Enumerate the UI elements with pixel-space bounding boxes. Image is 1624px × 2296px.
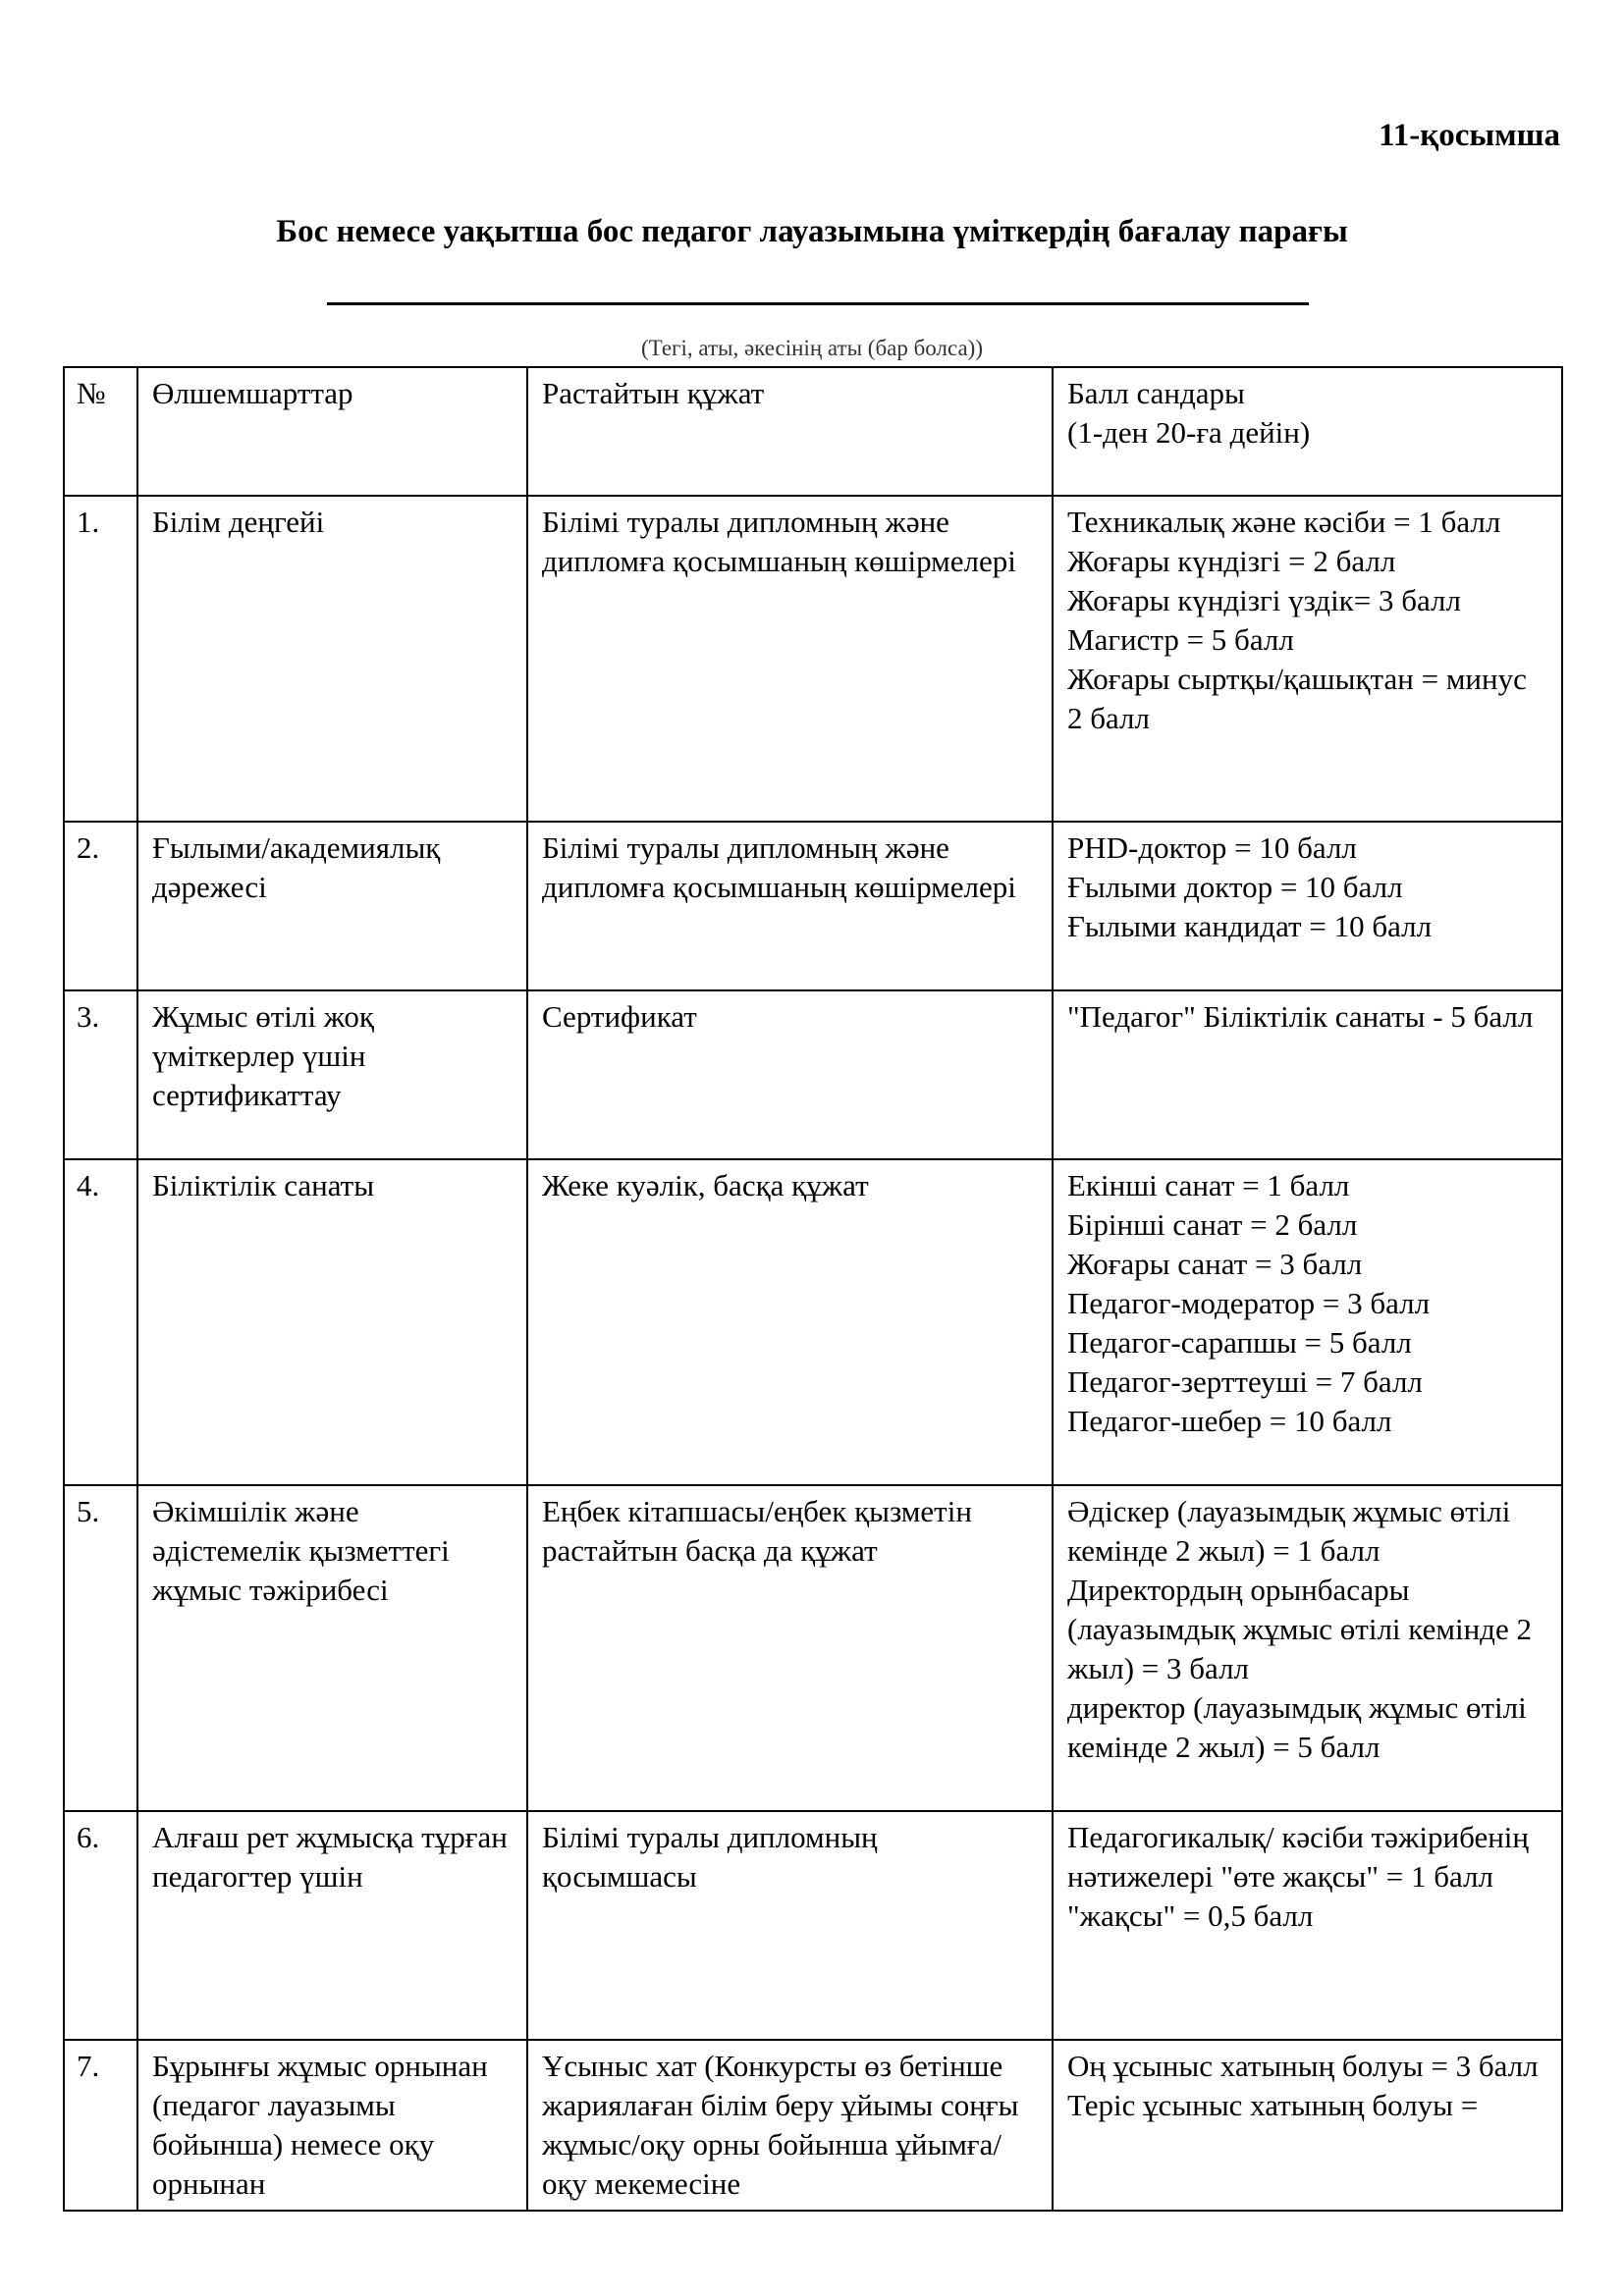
table-row xyxy=(64,990,1562,1159)
row-score xyxy=(1053,496,1562,822)
table-row xyxy=(64,1811,1562,2040)
score-line: Теріс ұсыныс хатының болуы = xyxy=(1067,2088,1479,2122)
table-row xyxy=(64,496,1562,822)
table-row xyxy=(64,2040,1562,2211)
score-line: Оң ұсыныс хатының болуы = 3 балл xyxy=(1067,2049,1539,2083)
score-line: Педагог-сарапшы = 5 балл xyxy=(1067,1325,1412,1360)
row-document: Еңбек кітапшасы/еңбек қызметін растайтын басқа да құжат xyxy=(527,1485,1053,1811)
score-line: "жақсы" = 0,5 балл xyxy=(1067,1898,1314,1933)
score-line: Педагог-модератор = 3 балл xyxy=(1067,1286,1431,1320)
score-line: Жоғары сыртқы/қашықтан = минус 2 балл xyxy=(1067,662,1527,735)
row-document: Сертификат xyxy=(527,990,1053,1159)
row-num: 3. xyxy=(64,990,137,1159)
row-score xyxy=(1053,1811,1562,2040)
row-criteria: Әкімшілік және әдістемелік қызметтегі жұмыс тәжірибесі xyxy=(137,1485,527,1811)
score-line: Педагог-шебер = 10 балл xyxy=(1067,1404,1392,1438)
header-num: № xyxy=(64,367,137,496)
row-document: Білімі туралы дипломның және дипломға қосымшаның көшірмелері xyxy=(527,822,1053,990)
header-score xyxy=(1053,367,1562,496)
evaluation-table xyxy=(63,366,1563,2212)
row-document: Білімі туралы дипломның және дипломға қосымшаның көшірмелері xyxy=(527,496,1053,822)
row-score xyxy=(1053,1159,1562,1485)
header-criteria: Өлшемшарттар xyxy=(137,367,527,496)
table-row xyxy=(64,822,1562,990)
header-score-line: Балл сандары xyxy=(1067,376,1245,410)
row-criteria: Алғаш рет жұмысқа тұрған педагогтер үшін xyxy=(137,1811,527,2040)
header-score-line: (1-ден 20-ға дейін) xyxy=(1067,415,1311,450)
score-line: Екінші санат = 1 балл xyxy=(1067,1168,1350,1202)
score-line: "Педагог" Біліктілік санаты - 5 балл xyxy=(1067,999,1534,1034)
score-line: директор (лауазымдық жұмыс өтілі кемінде 2 жыл) = 5 балл xyxy=(1067,1690,1527,1764)
row-criteria: Білім деңгейі xyxy=(137,496,527,822)
row-criteria: Бұрынғы жұмыс орнынан (педагог лауазымы бойынша) немесе оқу орнынан xyxy=(137,2040,527,2211)
row-document: Ұсыныс хат (Конкурсты өз бетінше жариялаған білім беру ұйымы соңғы жұмыс/оқу орны бойынша ұйымға/оқу мекемесіне xyxy=(527,2040,1053,2211)
row-score xyxy=(1053,990,1562,1159)
page-title: Бос немесе уақытша бос педагог лауазымына үміткердің бағалау парағы xyxy=(276,214,1348,249)
score-line: Магистр = 5 балл xyxy=(1067,622,1294,657)
score-line: Жоғары күндізгі үздік= 3 балл xyxy=(1067,583,1461,617)
score-line: Жоғары күндізгі = 2 балл xyxy=(1067,544,1396,578)
score-line: Әдіскер (лауазымдық жұмыс өтілі кемінде 2 жыл) = 1 балл xyxy=(1067,1494,1511,1568)
table-header-row xyxy=(64,367,1562,496)
table-row xyxy=(64,1485,1562,1811)
row-num: 4. xyxy=(64,1159,137,1485)
row-num: 7. xyxy=(64,2040,137,2211)
row-num: 5. xyxy=(64,1485,137,1811)
row-num: 6. xyxy=(64,1811,137,2040)
score-line: Ғылыми кандидат = 10 балл xyxy=(1067,909,1433,943)
row-score xyxy=(1053,2040,1562,2211)
row-criteria: Жұмыс өтілі жоқ үміткерлер үшін сертификаттау xyxy=(137,990,527,1159)
name-caption: (Тегі, аты, әкесінің аты (бар болса)) xyxy=(640,336,983,360)
score-line: Ғылыми доктор = 10 балл xyxy=(1067,870,1403,904)
score-line: Жоғары санат = 3 балл xyxy=(1067,1247,1363,1281)
row-score xyxy=(1053,822,1562,990)
score-line: Бірінші санат = 2 балл xyxy=(1067,1207,1358,1242)
appendix-label: 11-қосымша xyxy=(1379,118,1560,153)
score-line: Директордың орынбасары (лауазымдық жұмыс өтілі кемінде 2 жыл) = 3 балл xyxy=(1067,1573,1532,1685)
name-fill-line xyxy=(327,302,1309,305)
score-line: Педагогикалық/ кәсіби тәжірибенің нәтижелері "өте жақсы" = 1 балл xyxy=(1067,1820,1530,1894)
row-criteria: Ғылыми/академиялық дәрежесі xyxy=(137,822,527,990)
row-document: Жеке куәлік, басқа құжат xyxy=(527,1159,1053,1485)
row-criteria: Біліктілік санаты xyxy=(137,1159,527,1485)
score-line: PHD-доктор = 10 балл xyxy=(1067,830,1357,865)
score-line: Педагог-зерттеуші = 7 балл xyxy=(1067,1364,1423,1399)
row-score xyxy=(1053,1485,1562,1811)
row-num: 2. xyxy=(64,822,137,990)
row-num: 1. xyxy=(64,496,137,822)
score-line: Техникалық және кәсіби = 1 балл xyxy=(1067,505,1501,539)
row-document: Білімі туралы дипломның қосымшасы xyxy=(527,1811,1053,2040)
header-document: Растайтын құжат xyxy=(527,367,1053,496)
table-row xyxy=(64,1159,1562,1485)
